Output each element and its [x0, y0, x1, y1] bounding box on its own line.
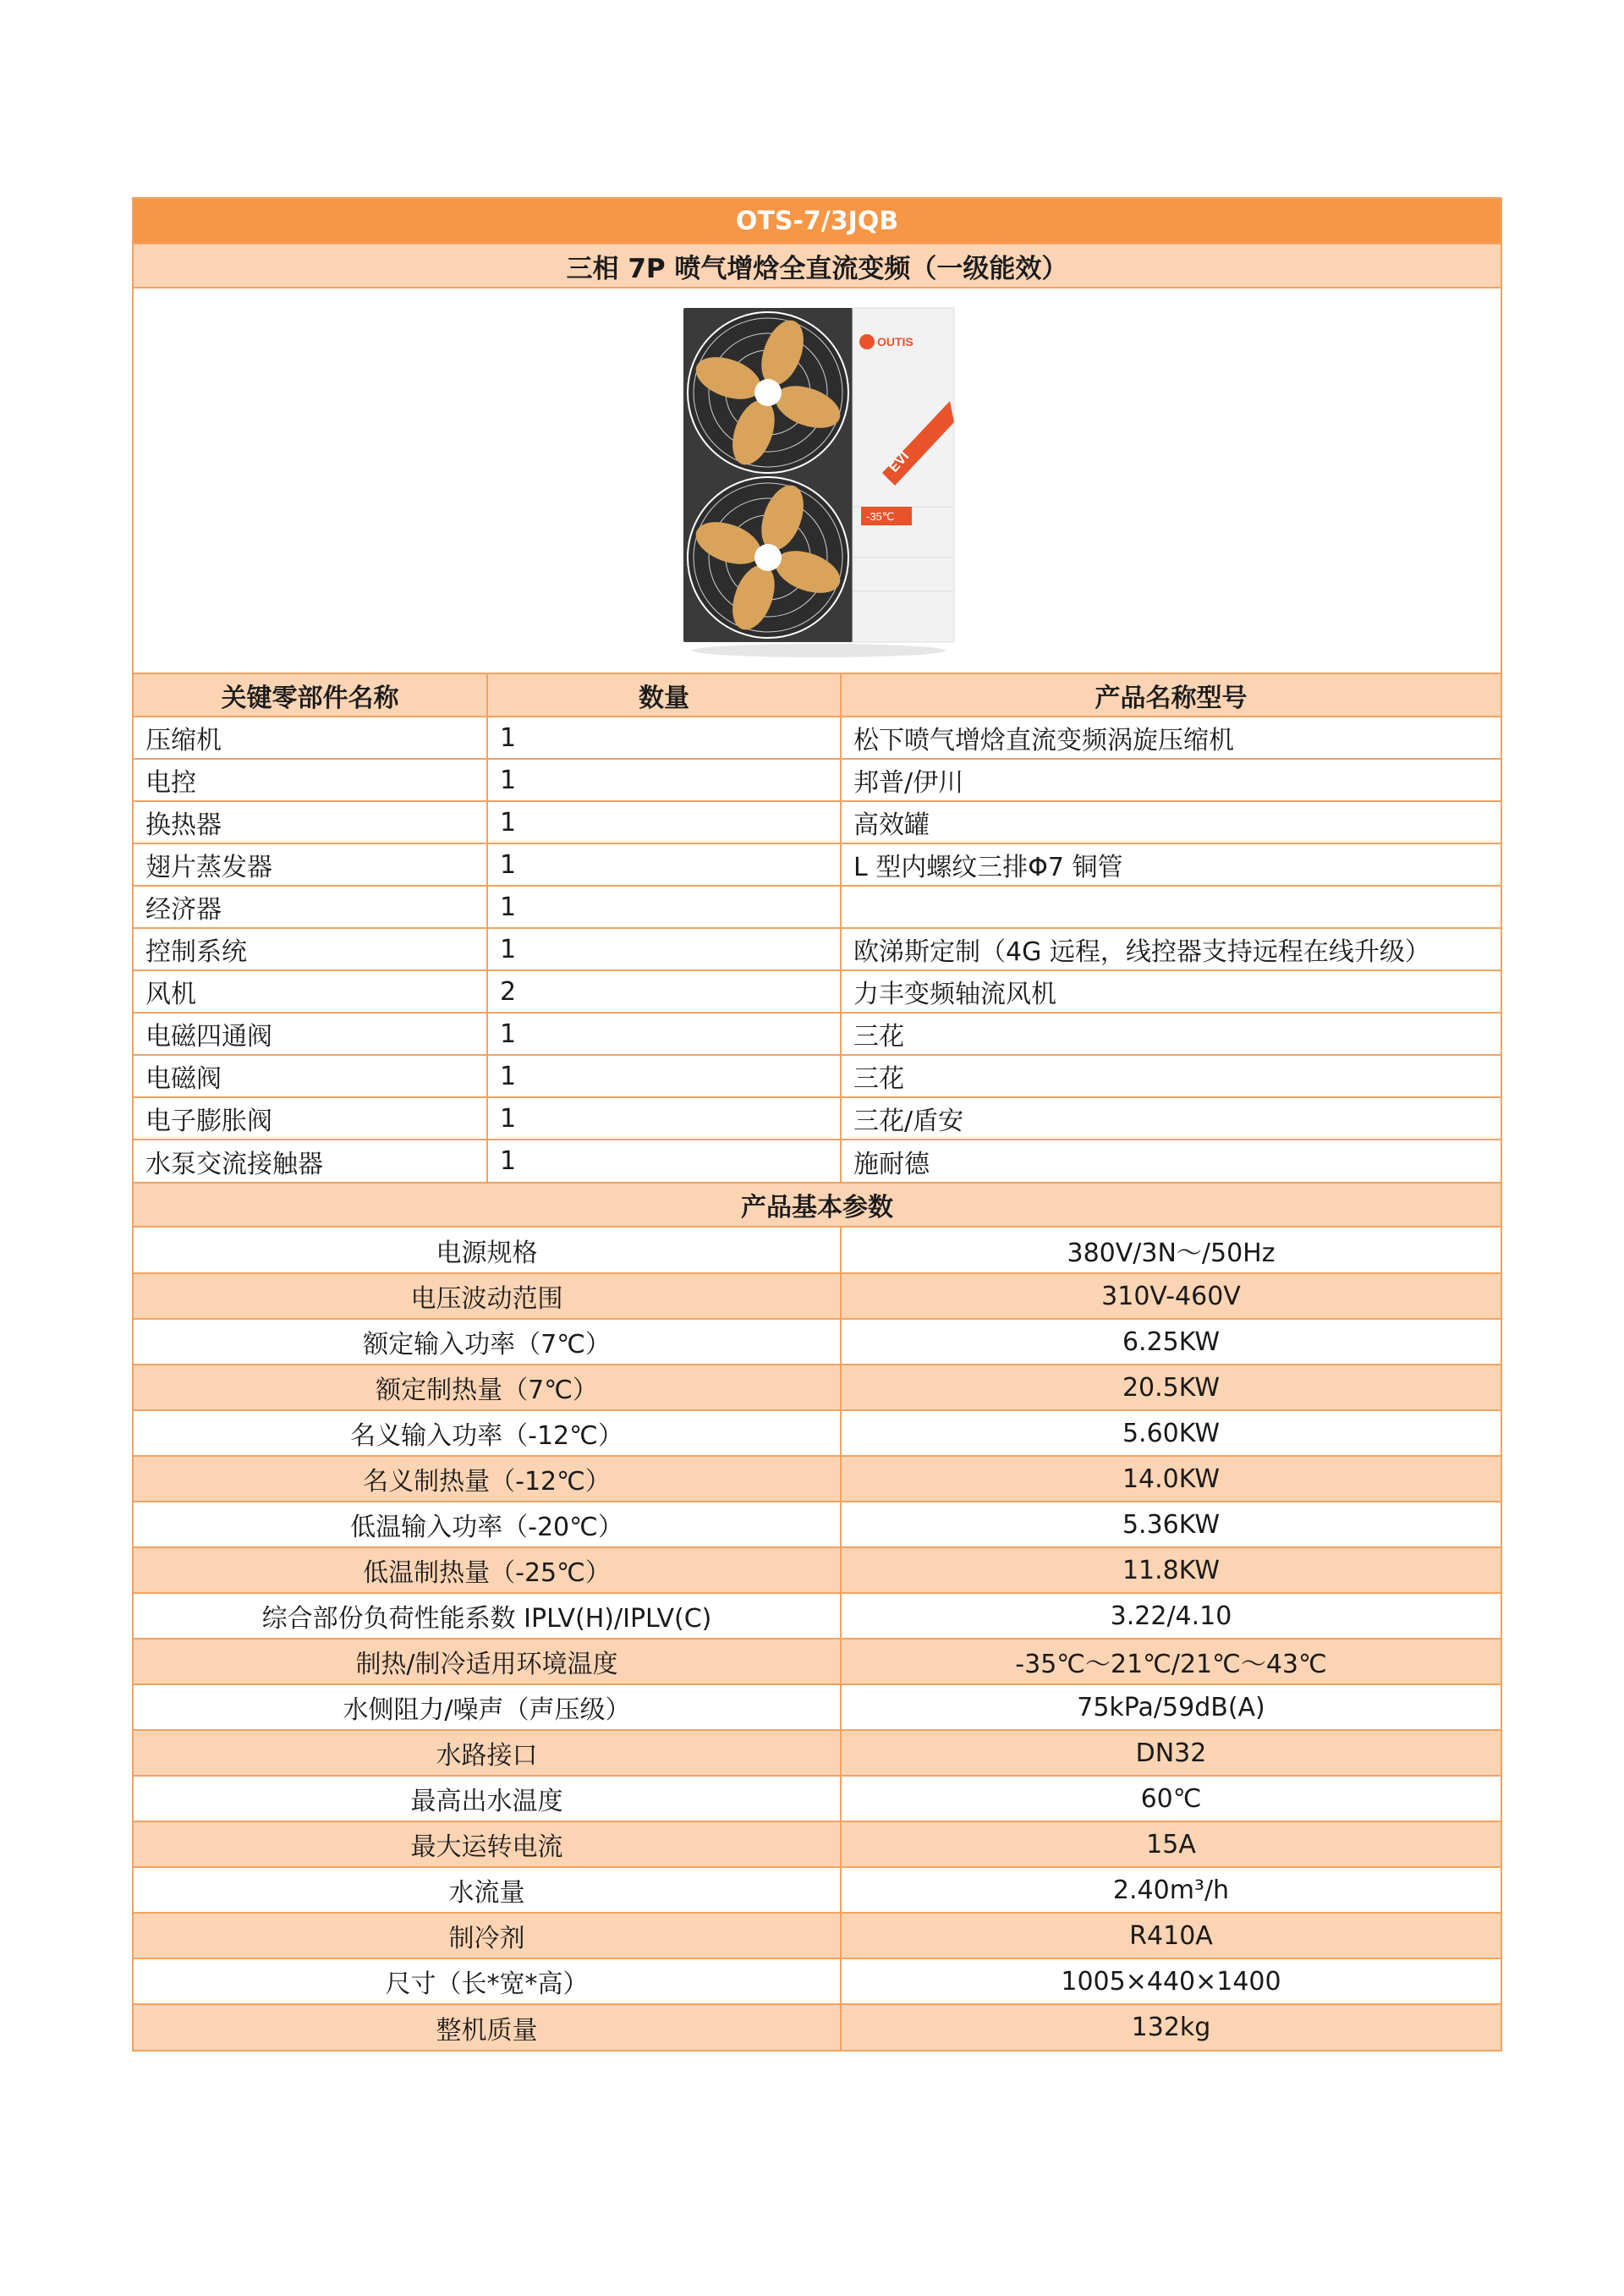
parts-header-qty: 数量: [487, 674, 841, 717]
part-model: 邦普/伊川: [841, 759, 1501, 801]
table-row: [134, 1593, 1501, 1639]
table-row: [134, 1776, 1501, 1821]
part-qty: 1: [487, 717, 841, 759]
param-value: 310V-460V: [841, 1273, 1501, 1319]
param-label: 水路接口: [134, 1730, 841, 1776]
table-row: [134, 2004, 1501, 2050]
table-row: [134, 1913, 1501, 1958]
table-row: [134, 1097, 1501, 1140]
parts-header-name: 关键零部件名称: [134, 674, 487, 717]
param-value: 2.40m³/h: [841, 1867, 1501, 1913]
table-row: [134, 717, 1501, 759]
part-qty: 1: [487, 1055, 841, 1097]
model-title: OTS-7/3JQB: [134, 199, 1501, 244]
table-row: [134, 1228, 1501, 1273]
table-row: [134, 843, 1501, 886]
table-row: [134, 1730, 1501, 1776]
product-image-cell: [134, 288, 1501, 674]
part-model: 松下喷气增焓直流变频涡旋压缩机: [841, 717, 1501, 759]
param-value: 60℃: [841, 1776, 1501, 1821]
part-qty: 1: [487, 1013, 841, 1055]
part-name: 翅片蒸发器: [134, 843, 487, 886]
param-value: 11.8KW: [841, 1547, 1501, 1593]
parts-table: [134, 674, 1501, 1182]
param-label: 低温输入功率（-20℃）: [134, 1502, 841, 1547]
param-value: 5.60KW: [841, 1410, 1501, 1456]
param-label: 制冷剂: [134, 1913, 841, 1958]
table-row: [134, 1140, 1501, 1182]
param-label: 水流量: [134, 1867, 841, 1913]
part-qty: 1: [487, 1140, 841, 1182]
param-label: 整机质量: [134, 2004, 841, 2050]
part-model: 三花: [841, 1013, 1501, 1055]
evi-badge: EVI: [886, 449, 913, 475]
part-qty: 1: [487, 801, 841, 843]
table-row: [134, 1639, 1501, 1684]
part-qty: 2: [487, 970, 841, 1013]
part-name: 压缩机: [134, 717, 487, 759]
parts-header-model: 产品名称型号: [841, 674, 1501, 717]
table-row: [134, 1456, 1501, 1502]
param-label: 水侧阻力/噪声（声压级）: [134, 1684, 841, 1730]
table-row: [134, 1958, 1501, 2004]
table-row: [134, 1055, 1501, 1097]
table-row: [134, 886, 1501, 928]
part-model: 三花/盾安: [841, 1097, 1501, 1140]
param-label: 最高出水温度: [134, 1776, 841, 1821]
part-name: 控制系统: [134, 928, 487, 970]
part-name: 水泵交流接触器: [134, 1140, 487, 1182]
param-value: R410A: [841, 1913, 1501, 1958]
table-row: [134, 970, 1501, 1013]
param-label: 额定制热量（7℃）: [134, 1365, 841, 1410]
param-label: 名义输入功率（-12℃）: [134, 1410, 841, 1456]
param-value: 6.25KW: [841, 1319, 1501, 1365]
table-row: [134, 1410, 1501, 1456]
param-value: DN32: [841, 1730, 1501, 1776]
param-value: 75kPa/59dB(A): [841, 1684, 1501, 1730]
table-row: [134, 1684, 1501, 1730]
top-fan-icon: [688, 312, 848, 473]
heat-pump-unit-image: [679, 304, 958, 659]
part-name: 电磁四通阀: [134, 1013, 487, 1055]
table-row: [134, 1273, 1501, 1319]
param-value: 3.22/4.10: [841, 1593, 1501, 1639]
part-qty: 1: [487, 1097, 841, 1140]
part-model: 施耐德: [841, 1140, 1501, 1182]
param-label: 电源规格: [134, 1228, 841, 1273]
part-model: [841, 886, 1501, 928]
table-row: [134, 1547, 1501, 1593]
part-name: 电控: [134, 759, 487, 801]
param-label: 最大运转电流: [134, 1821, 841, 1867]
part-model: 力丰变频轴流风机: [841, 970, 1501, 1013]
param-label: 名义制热量（-12℃）: [134, 1456, 841, 1502]
model-subtitle: 三相 7P 喷气增焓全直流变频（一级能效）: [134, 244, 1501, 288]
part-qty: 1: [487, 928, 841, 970]
param-label: 尺寸（长*宽*高）: [134, 1958, 841, 2004]
param-value: 14.0KW: [841, 1456, 1501, 1502]
params-section-title: 产品基本参数: [134, 1182, 1501, 1228]
part-name: 经济器: [134, 886, 487, 928]
param-value: 132kg: [841, 2004, 1501, 2050]
param-value: 15A: [841, 1821, 1501, 1867]
table-row: [134, 1365, 1501, 1410]
param-label: 制热/制冷适用环境温度: [134, 1639, 841, 1684]
param-value: 20.5KW: [841, 1365, 1501, 1410]
part-name: 电磁阀: [134, 1055, 487, 1097]
params-table: [134, 1228, 1501, 2050]
param-value: -35℃～21℃/21℃～43℃: [841, 1639, 1501, 1684]
part-model: L 型内螺纹三排Φ7 铜管: [841, 843, 1501, 886]
table-row: [134, 801, 1501, 843]
param-label: 电压波动范围: [134, 1273, 841, 1319]
table-row: [134, 1319, 1501, 1365]
param-label: 综合部份负荷性能系数 IPLV(H)/IPLV(C): [134, 1593, 841, 1639]
part-qty: 1: [487, 886, 841, 928]
table-row: [134, 1502, 1501, 1547]
bottom-fan-icon: [688, 477, 848, 638]
table-row: [134, 759, 1501, 801]
spec-sheet: [132, 197, 1502, 2052]
param-label: 低温制热量（-25℃）: [134, 1547, 841, 1593]
param-value: 1005×440×1400: [841, 1958, 1501, 2004]
table-row: [134, 1867, 1501, 1913]
table-row: [134, 1013, 1501, 1055]
part-qty: 1: [487, 759, 841, 801]
table-row: [134, 928, 1501, 970]
part-name: 风机: [134, 970, 487, 1013]
part-model: 高效罐: [841, 801, 1501, 843]
param-value: 5.36KW: [841, 1502, 1501, 1547]
part-name: 电子膨胀阀: [134, 1097, 487, 1140]
part-model: 三花: [841, 1055, 1501, 1097]
param-label: 额定输入功率（7℃）: [134, 1319, 841, 1365]
part-model: 欧涕斯定制（4G 远程，线控器支持远程在线升级）: [841, 928, 1501, 970]
brand-logo: OUTIS: [877, 335, 914, 349]
table-row: [134, 1821, 1501, 1867]
part-qty: 1: [487, 843, 841, 886]
part-name: 换热器: [134, 801, 487, 843]
param-value: 380V/3N～/50Hz: [841, 1228, 1501, 1273]
temp-label: -35℃: [866, 510, 895, 523]
